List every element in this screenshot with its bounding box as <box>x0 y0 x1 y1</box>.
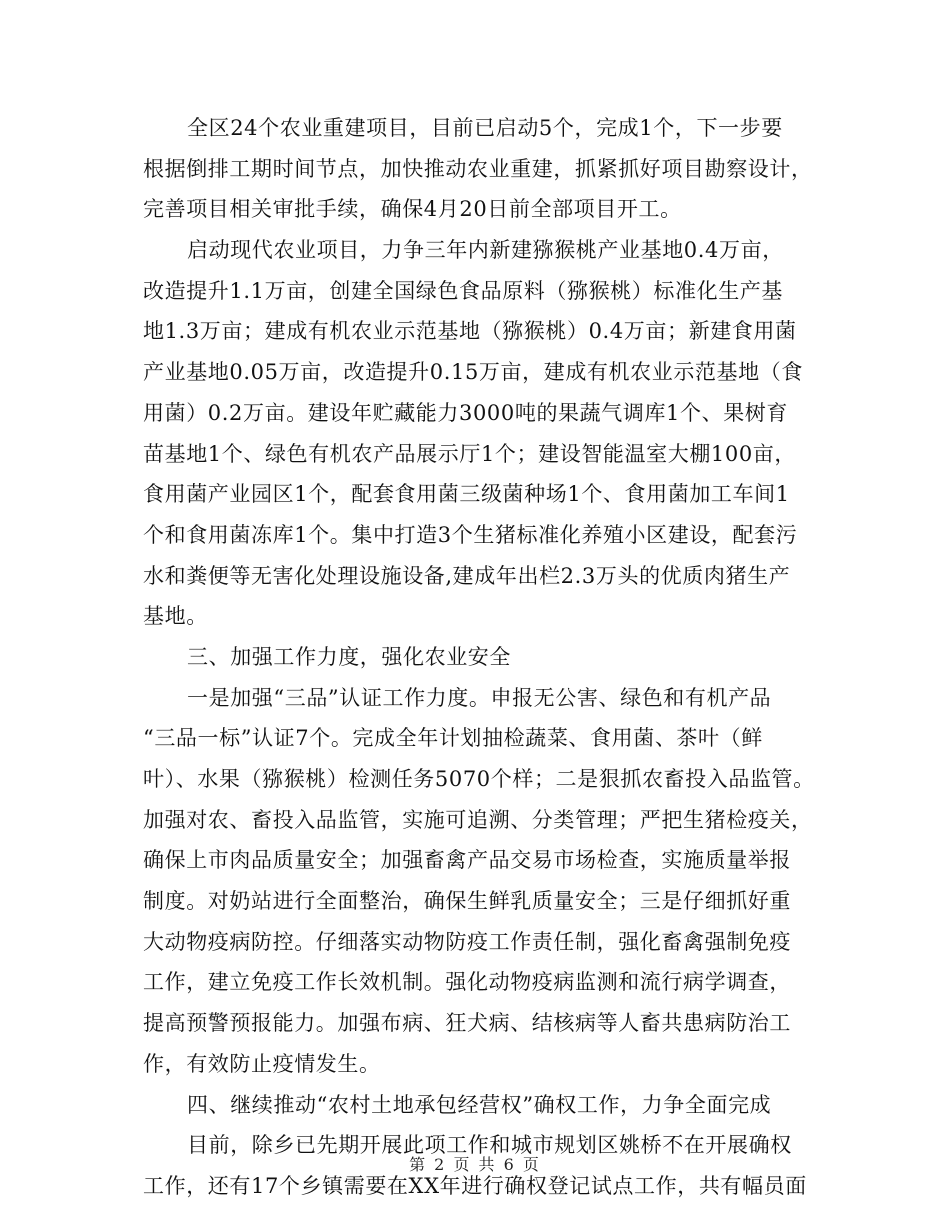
text-line: 目前，除乡已先期开展此项工作和城市规划区姚桥不在开展确权 <box>187 1133 792 1158</box>
text-line: 加强对农、畜投入品监管，实施可追溯、分类管理；严把生猪检疫关， <box>143 807 813 832</box>
text-line: 个和食用菌冻库1个。集中打造3个生猪标准化养殖小区建设，配套污 <box>143 522 798 547</box>
text-line: 一是加强“三品”认证工作力度。申报无公害、绿色和有机产品 <box>187 685 772 710</box>
text-line: 苗基地1个、绿色有机农产品展示厅1个；建设智能温室大棚100亩， <box>143 441 797 466</box>
text-line: 产业基地0.05万亩，改造提升0.15万亩，建成有机农业示范基地（食 <box>143 360 803 385</box>
text-line: 提高预警预报能力。加强布病、狂犬病、结核病等人畜共患病防治工 <box>143 1011 791 1036</box>
text-line: 四、继续推动“农村土地承包经营权”确权工作，力争全面完成 <box>187 1092 772 1117</box>
text-line: 基地。 <box>143 604 208 629</box>
document-body <box>143 108 815 1207</box>
page-footer: 第 2 页 共 6 页 <box>409 1155 541 1174</box>
text-line: “三品一标”认证7个。完成全年计划抽检蔬菜、食用菌、茶叶（鲜 <box>143 726 763 751</box>
text-line: 改造提升1.1万亩，创建全国绿色食品原料（猕猴桃）标准化生产基 <box>143 278 783 303</box>
text-line: 作，有效防止疫情发生。 <box>143 1051 381 1076</box>
text-line: 工作，还有17个乡镇需要在XX年进行确权登记试点工作，共有幅员面 <box>143 1173 807 1198</box>
text-line: 叶）、水果（猕猴桃）检测任务5070个样；二是狠抓农畜投入品监管。 <box>143 767 815 791</box>
text-line: 确保上市肉品质量安全；加强畜禽产品交易市场检查，实施质量举报 <box>143 848 791 873</box>
text-line: 水和粪便等无害化处理设施设备,建成年出栏2.3万头的优质肉猪生产 <box>143 563 791 588</box>
text-line: 三、加强工作力度，强化农业安全 <box>187 644 511 669</box>
text-line: 用菌）0.2万亩。建设年贮藏能力3000吨的果蔬气调库1个、果树育 <box>143 400 788 425</box>
text-line: 工作，建立免疫工作长效机制。强化动物疫病监测和流行病学调查， <box>143 970 791 995</box>
text-line: 根据倒排工期时间节点，加快推动农业重建，抓紧抓好项目勘察设计， <box>143 156 813 181</box>
text-line: 完善项目相关审批手续，确保4月20日前全部项目开工。 <box>143 197 682 222</box>
text-line: 地1.3万亩；建成有机农业示范基地（猕猴桃）0.4万亩；新建食用菌 <box>143 319 797 344</box>
text-line: 全区24个农业重建项目，目前已启动5个，完成1个，下一步要 <box>187 116 783 140</box>
text-line: 制度。对奶站进行全面整治，确保生鲜乳质量安全；三是仔细抓好重 <box>143 889 791 914</box>
text-line: 启动现代农业项目，力争三年内新建猕猴桃产业基地0.4万亩， <box>187 238 784 263</box>
text-line: 食用菌产业园区1个，配套食用菌三级菌种场1个、食用菌加工车间1 <box>143 482 790 507</box>
text-line: 大动物疫病防控。仔细落实动物防疫工作责任制，强化畜禽强制免疫 <box>143 929 791 954</box>
